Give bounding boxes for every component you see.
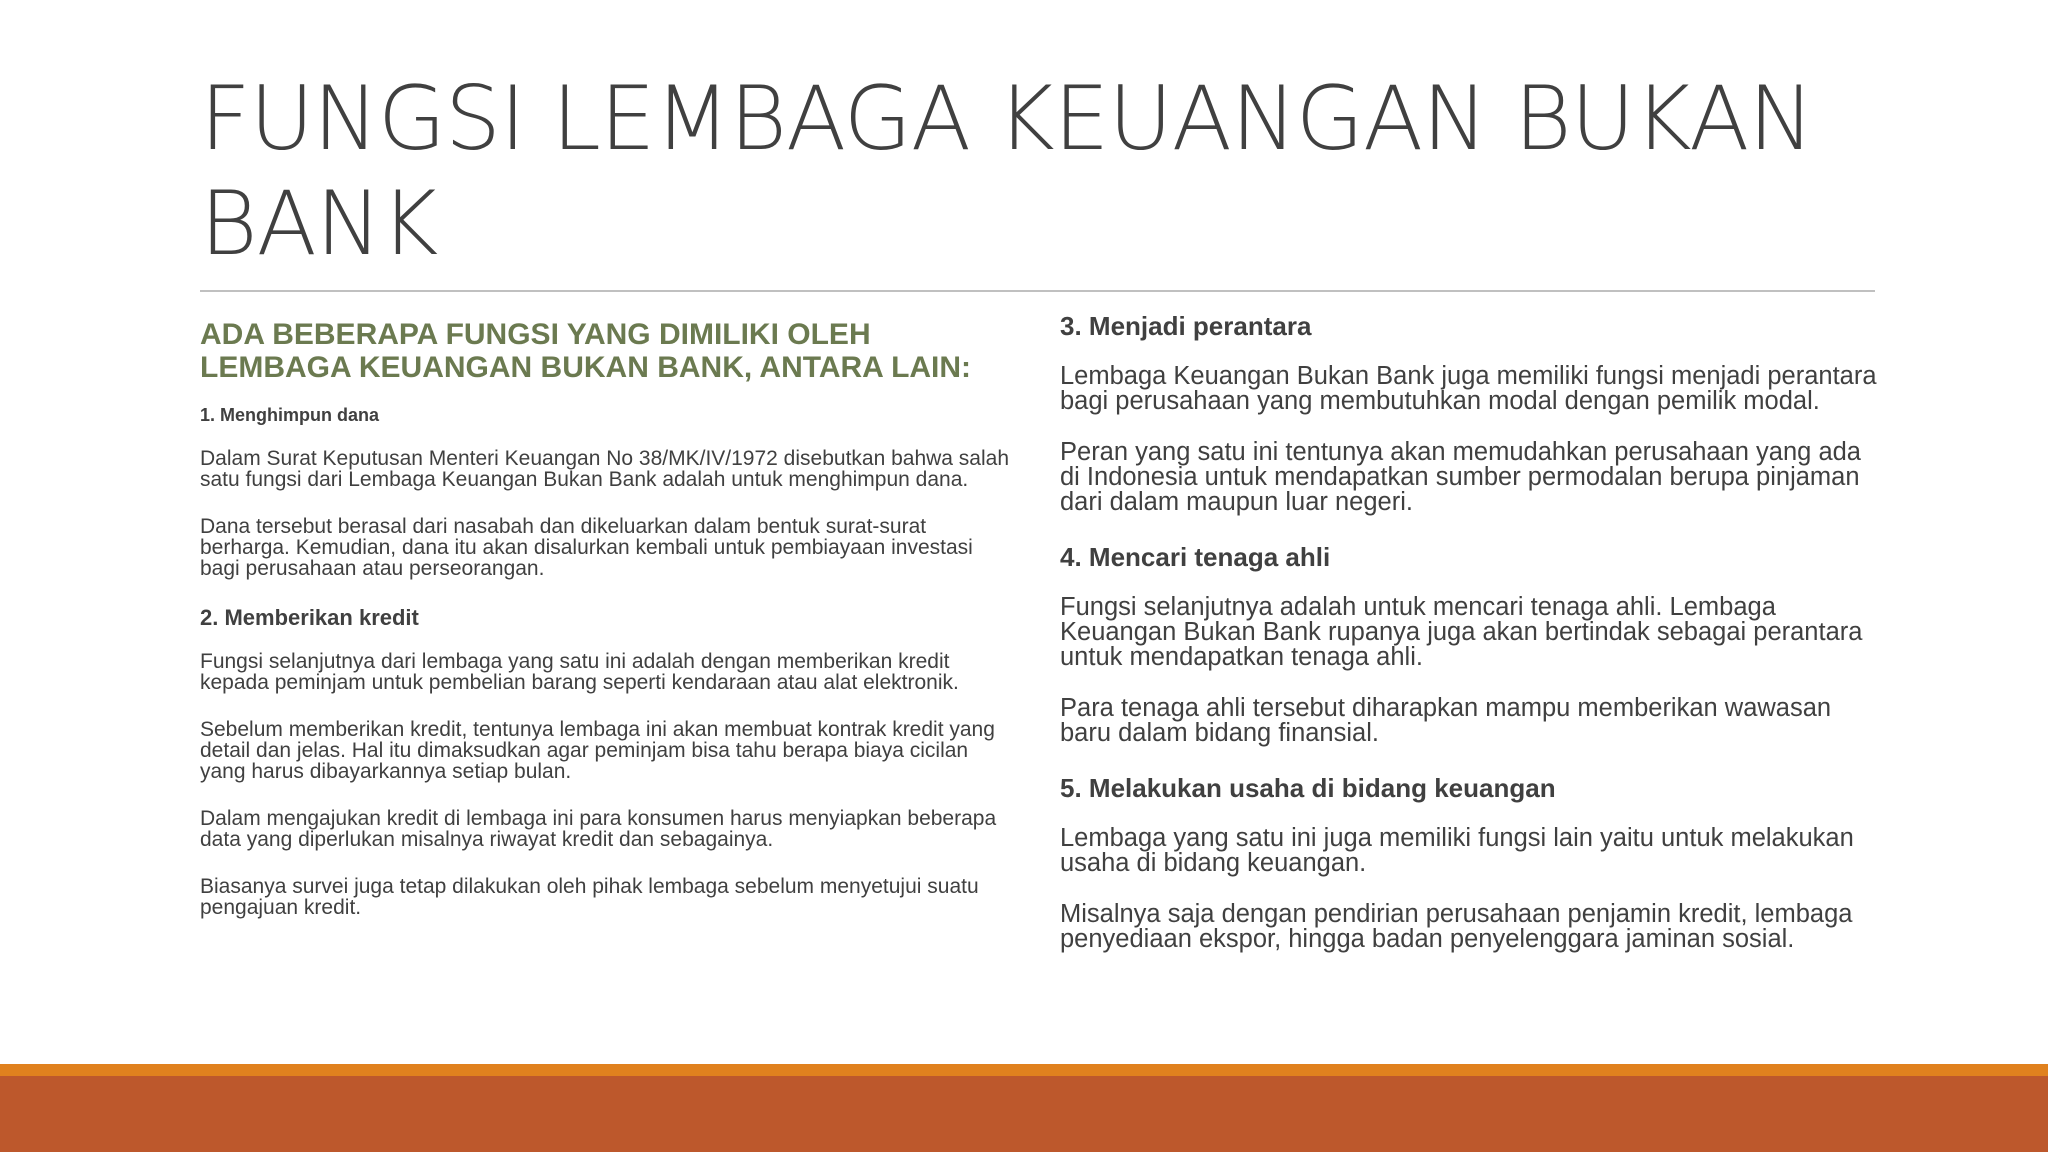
section-4-title: 4. Mencari tenaga ahli (1060, 542, 1331, 572)
section-1-title: 1. Menghimpun dana (200, 405, 380, 425)
title-divider (200, 290, 1875, 292)
section-2-paragraph-3: Dalam mengajukan kredit di lembaga ini para konsumen harus menyiapkan beberapa data yang diperlukan misalnya riwayat kredit dan sebagainya. (200, 807, 997, 851)
section-2-paragraph-2: Sebelum memberikan kredit, tentunya lembaga ini akan membuat kontrak kredit yang detail dan jelas. Hal itu dimaksudkan agar peminjam bisa tahu berapa biaya cicilan yang harus dibayarkannya setiap bulan. (200, 718, 995, 783)
section-2-title: 2. Memberikan kredit (200, 605, 419, 630)
slide-title: FUNGSI LEMBAGA KEUANGAN BUKAN BANK (200, 67, 1814, 275)
section-5-paragraph-2: Misalnya saja dengan pendirian perusahaan penjamin kredit, lembaga penyediaan ekspor, hingga badan penyelenggara jaminan sosial. (1060, 900, 1853, 953)
right-column (1060, 310, 1880, 1040)
section-3-paragraph-2: Peran yang satu ini tentunya akan memudahkan perusahaan yang ada di Indonesia untuk mendapatkan sumber permodalan berupa pinjaman dari dalam maupun luar negeri. (1060, 438, 1861, 516)
footer-band (0, 1076, 2048, 1152)
section-1-paragraph-2: Dana tersebut berasal dari nasabah dan dikeluarkan dalam bentuk surat-surat berharga. Kemudian, dana itu akan disalurkan kembali untuk pembiayaan investasi bagi perusahaan atau perseorangan. (200, 515, 973, 580)
footer-accent-stripe (0, 1064, 2048, 1076)
section-4-paragraph-1: Fungsi selanjutnya adalah untuk mencari tenaga ahli. Lembaga Keuangan Bukan Bank rupanya juga akan bertindak sebagai perantara untuk mendapatkan tenaga ahli. (1060, 593, 1863, 671)
section-5-paragraph-1: Lembaga yang satu ini juga memiliki fungsi lain yaitu untuk melakukan usaha di bidang keuangan. (1060, 824, 1854, 877)
subheading: ADA BEBERAPA FUNGSI YANG DIMILIKI OLEH LEMBAGA KEUANGAN BUKAN BANK, ANTARA LAIN: (200, 318, 972, 384)
section-2-paragraph-4: Biasanya survei juga tetap dilakukan oleh pihak lembaga sebelum menyetujui suatu pengajuan kredit. (200, 875, 979, 919)
section-3-title: 3. Menjadi perantara (1060, 311, 1312, 341)
section-1-paragraph-1: Dalam Surat Keputusan Menteri Keuangan No 38/MK/IV/1972 disebutkan bahwa salah satu fungsi dari Lembaga Keuangan Bukan Bank adalah untuk menghimpun dana. (200, 447, 1010, 491)
left-column (200, 318, 1015, 1018)
section-5-title: 5. Melakukan usaha di bidang keuangan (1060, 773, 1556, 803)
section-4-paragraph-2: Para tenaga ahli tersebut diharapkan mampu memberikan wawasan baru dalam bidang finansial. (1060, 694, 1832, 747)
section-2-paragraph-1: Fungsi selanjutnya dari lembaga yang satu ini adalah dengan memberikan kredit kepada peminjam untuk pembelian barang seperti kendaraan atau alat elektronik. (200, 650, 959, 694)
section-3-paragraph-1: Lembaga Keuangan Bukan Bank juga memiliki fungsi menjadi perantara bagi perusahaan yang membutuhkan modal dengan pemilik modal. (1060, 362, 1877, 415)
